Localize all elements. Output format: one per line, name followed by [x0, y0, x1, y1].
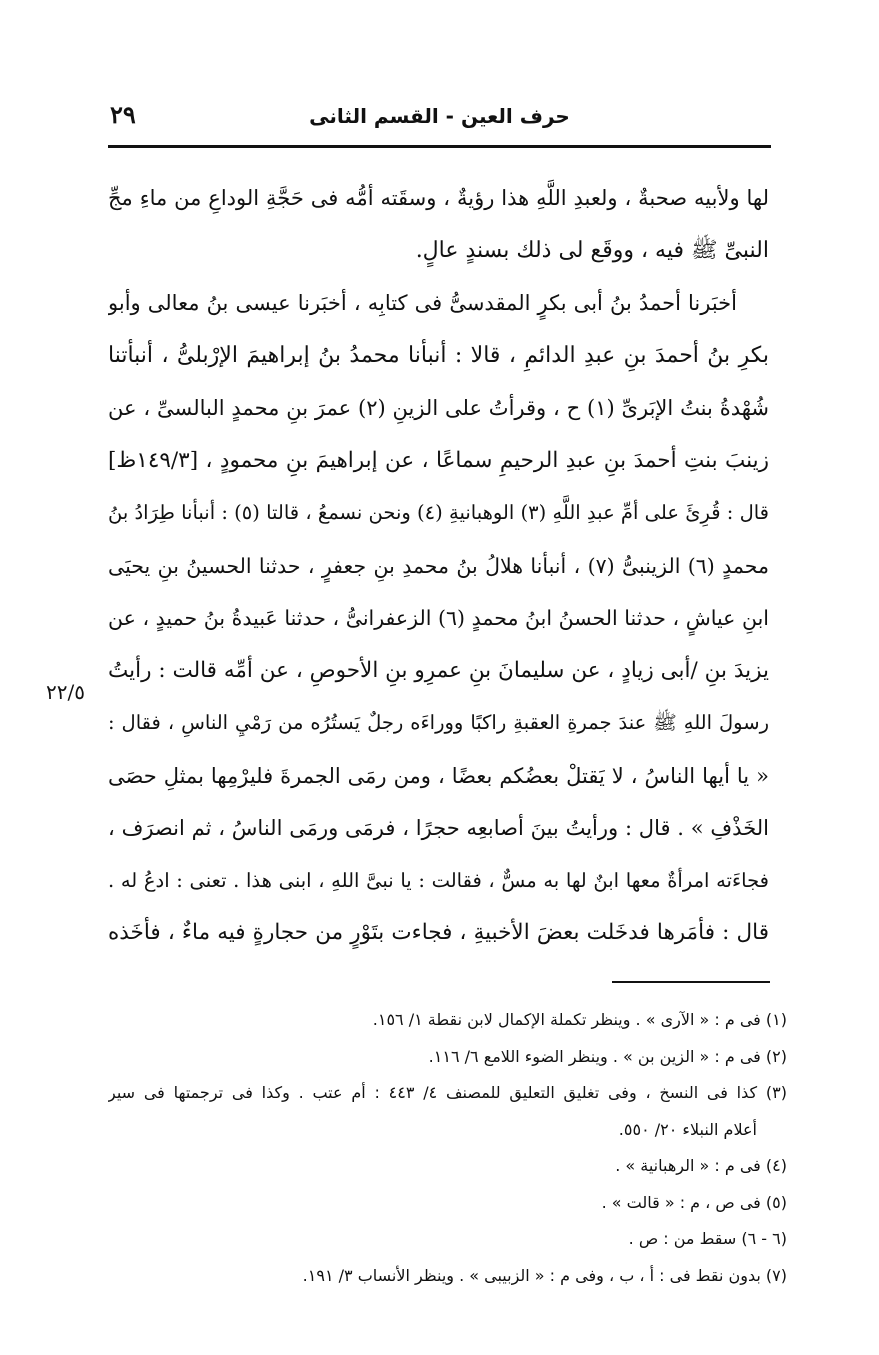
- text-line: ابنِ عياشٍ ، حدثنا الحسنُ ابنُ محمدٍ (٦) الزعفرانىُّ ، حدثنا عَبيدةُ بنُ حميدٍ ، عن: [108, 606, 769, 630]
- text-line: زينبَ بنتِ أحمدَ بنِ عبدِ الرحيمِ سماعًا ، عن إبراهيمَ بنِ محمودٍ ، [١٤٩/٣ظ]: [108, 447, 769, 473]
- text-line: قال : فأمَرها فدخَلت بعضَ الأخبيةِ ، فجاءت بتَوْرٍ من حجارةٍ فيه ماءٌ ، فأخَذه: [108, 920, 769, 945]
- footnote-rule: [612, 981, 770, 983]
- text-line: رسولَ اللهِ ﷺ عندَ جمرةِ العقبةِ راكبًا ووراءَه رجلٌ يَستُرُه من رَمْيِ الناسِ ، فقال :: [108, 711, 769, 734]
- footnote: (٦ - ٦) سقط من : ص .: [628, 1229, 787, 1248]
- text-line: « يا أيها الناسُ ، لا يَقتلْ بعضُكم بعضًا ، ومن رمَى الجمرةَ فليرْمِها بمثلِ حصَى: [108, 763, 769, 788]
- footnote: (٢) فى م : « الزين بن » . وينظر الضوء اللامع ٦/ ١١٦.: [428, 1046, 787, 1066]
- main-text: [108, 172, 769, 960]
- text-line: النبىِّ ﷺ فيه ، ووقَع لى ذلك بسندٍ عالٍ.: [415, 237, 769, 263]
- footnotes: [108, 1002, 787, 1294]
- footnote: (٤) فى م : « الرهبانية » .: [615, 1156, 787, 1175]
- text-line: أخبَرنا أحمدُ بنُ أبى بكرٍ المقدسىُّ فى كتابِه ، أخبَرنا عيسى بنُ معالى وأبو: [108, 291, 737, 315]
- footnote: (٥) فى ص ، م : « قالت » .: [601, 1192, 787, 1212]
- running-head: حرف العين - القسم الثانى: [309, 104, 570, 128]
- text-line: لها ولأبيه صحبةٌ ، ولعبدِ اللَّهِ هذا رؤيةٌ ، وسقَته أمُّه فى حَجَّةِ الوداعِ من ماءِ مجِّ: [108, 186, 769, 210]
- text-line: محمدٍ (٦) الزينبىُّ (٧) ، أنبأنا هلالُ بنُ محمدِ بنِ جعفرٍ ، حدثنا الحسينُ بنِ يحيَى: [108, 553, 769, 578]
- text-line: قال : قُرِئَ على أمِّ عبدِ اللَّهِ (٣) الوهبانيةِ (٤) ونحن نسمعُ ، قالتا (٥) : أنبأنا طِرَادُ بنُ: [108, 501, 769, 524]
- footnote: (٧) بدون نقط فى : أ ، ب ، وفى م : « الزبيبى » . وينظر الأنساب ٣/ ١٩١.: [302, 1265, 787, 1285]
- text-line: فجاءَته امرأةٌ معها ابنٌ لها به مسٌّ ، فقالت : يا نبىَّ اللهِ ، ابنى هذا . تعنى : ادعُ له .: [108, 868, 769, 892]
- margin-note: ٢٢/٥: [46, 680, 85, 704]
- footnote: (٣) كذا فى النسخ ، وفى تغليق التعليق للمصنف ٤/ ٤٤٣ : أم عتب . وكذا فى ترجمتها فى سير: [108, 1083, 787, 1102]
- text-line: شُهْدةُ بنتُ الإبَرىِّ (١) ح ، وقرأتُ على الزينِ (٢) عمرَ بنِ محمدٍ البالسىِّ ، عن: [108, 396, 769, 420]
- text-line: الخَذْفِ » . قال : ورأيتُ بينَ أصابعِه حجرًا ، فرمَى ورمَى الناسُ ، ثم انصرَف ،: [108, 816, 769, 840]
- text-line: يزيدَ بنِ /أبى زيادٍ ، عن سليمانَ بنِ عمرِو بنِ الأحوصِ ، عن أمِّه قالت : رأيتُ: [108, 657, 769, 683]
- page-number: ٢٩: [110, 100, 136, 129]
- page-header: [110, 98, 769, 138]
- footnote: (١) فى م : « الآرى » . وينظر تكملة الإكمال لابن نقطة ١/ ١٥٦.: [372, 1010, 787, 1029]
- text-line: بكرِ بنُ أحمدَ بنِ عبدِ الدائمِ ، قالا : أنبأنا محمدُ بنُ إبراهيمَ الإرْبلىُّ ، أنبأتنا: [108, 342, 769, 368]
- footnote-continuation: أعلام النبلاء ٢٠/ ٥٥٠.: [618, 1119, 757, 1139]
- header-rule: [108, 145, 771, 148]
